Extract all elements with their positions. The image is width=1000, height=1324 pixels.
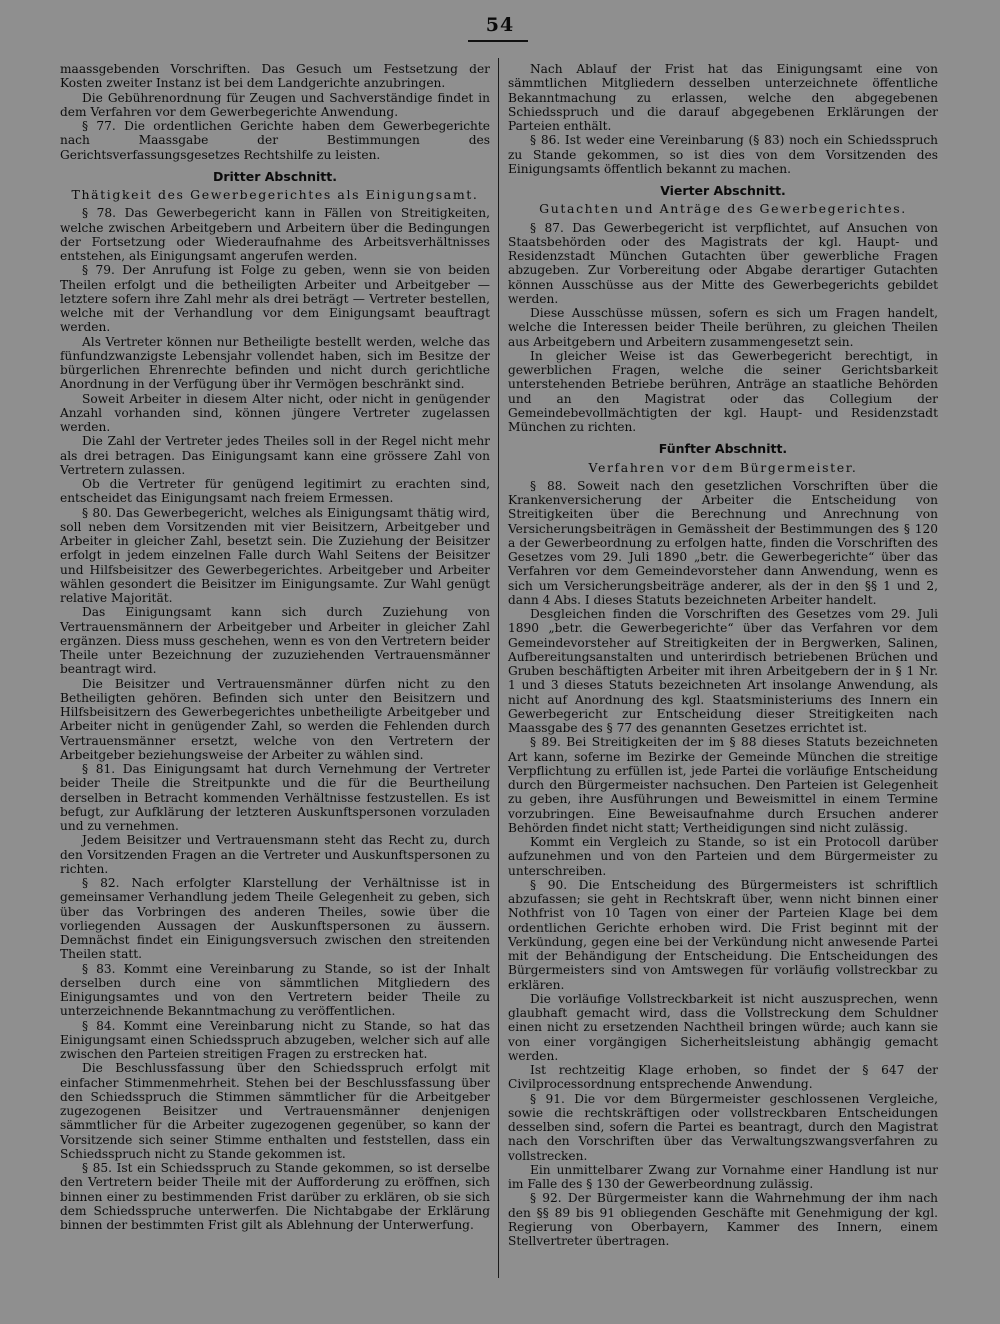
paragraph: Die Zahl der Vertreter jedes Theiles soll in der Regel nicht mehr als drei betragen. Das Einigungsamt kann eine grössere Zahl von Vertretern zulassen. <box>60 434 490 477</box>
page-number-underline <box>468 40 528 42</box>
section-subheading-4: Gutachten und Anträge des Gewerbegerichtes. <box>539 201 907 217</box>
paragraph: Nach Ablauf der Frist hat das Einigungsamt eine von sämmtlichen Mitgliedern desselben unterzeichnete öffentliche Bekanntmachung zu erlassen, welche den abgegebenen Schiedsspruch und die darauf abgegebenen Erklärungen der Parteien enthält. <box>508 62 938 133</box>
paragraph: § 87. Das Gewerbegericht ist verpflichtet, auf Ansuchen von Staatsbehörden oder des Magistrats der kgl. Haupt- und Residenzstadt München Gutachten über gewerbliche Fragen abzugeben. Zur Vorbereitung oder Abgabe derartiger Gutachten können Ausschüsse aus der Mitte des Gewerbegerichts gebildet werden. <box>508 220 938 306</box>
paragraph: Die Beisitzer und Vertrauensmänner dürfen nicht zu den Betheiligten gehören. Befinden sich unter den Beisitzern und Hilfsbeisitzern des Gewerbegerichtes unbetheiligte Arbeitgeber und Arbeiter nicht in genügender Zahl, so werden die Fehlenden durch Vertrauensmänner ersetzt, welche von den Vertretern der Arbeitgeber beziehungsweise der Arbeiter zu wählen sind. <box>60 676 490 762</box>
paragraph: § 77. Die ordentlichen Gerichte haben dem Gewerbegerichte nach Maassgabe der Bestimmungen des Gerichtsverfassungsgesetzes Rechtshilfe zu leisten. <box>60 119 490 162</box>
paragraph: § 80. Das Gewerbegericht, welches als Einigungsamt thätig wird, soll neben dem Vorsitzenden mit vier Beisitzern, Arbeitgeber und Arbeiter in gleicher Zahl, besetzt sein. Die Zuziehung der Beisitzer erfolgt in jedem einzelnen Falle durch Wahl Seitens der Beisitzer und Hilfsbeisitzer des Gewerbegerichtes. Arbeitgeber und Arbeiter wählen gesondert die Beisitzer im Einigungsamte. Zur Wahl genügt relative Majorität. <box>60 505 490 605</box>
paragraph: In gleicher Weise ist das Gewerbegericht berechtigt, in gewerblichen Fragen, welche die seiner Gerichtsbarkeit unterstehenden Betriebe berühren, Anträge an staatliche Behörden und an den Magistrat oder das Collegium der Gemeindebevollmächtigten der kgl. Haupt- und Residenzstadt München zu richten. <box>508 348 938 434</box>
paragraph: Soweit Arbeiter in diesem Alter nicht, oder nicht in genügender Anzahl vorhanden sind, können jüngere Vertreter zugelassen werden. <box>60 391 490 434</box>
paragraph: § 88. Soweit nach den gesetzlichen Vorschriften über die Krankenversicherung der Arbeiter die Entscheidung von Streitigkeiten über die Berechnung und Anrechnung von Versicherungsbeiträgen in Gemässheit der Bestimmungen des § 120 a der Gewerbeordnung zu erfolgen hatte, finden die Vorschriften des Gesetzes vom 29. Juli 1890 „betr. die Gewerbegerichte“ über das Verfahren vor dem Gemeindevorsteher dann Anwendung, wenn es sich um Versicherungsbeiträge anderer, als der in den §§ 1 und 2, dann 4 Abs. I dieses Statuts bezeichneten Arbeiter handelt. <box>508 478 938 607</box>
paragraph: § 91. Die vor dem Bürgermeister geschlossenen Vergleiche, sowie die rechtskräftigen oder vollstreckbaren Entscheidungen desselben sind, sofern die Partei es beantragt, durch den Magistrat nach den Vorschriften über das Verwaltungszwangsverfahren zu vollstrecken. <box>508 1091 938 1163</box>
paragraph: maassgebenden Vorschriften. Das Gesuch um Festsetzung der Kosten zweiter Instanz ist bei dem Landgerichte anzubringen. <box>60 62 490 91</box>
paragraph: § 90. Die Entscheidung des Bürgermeisters ist schriftlich abzufassen; sie geht in Rechtskraft über, wenn nicht binnen einer Nothfrist von 10 Tagen von einer der Parteien Klage bei dem ordentlichen Gerichte erhoben wird. Die Frist beginnt mit der Verkündung, gegen eine bei der Verkündung nicht anwesende Partei mit der Behändigung der Entscheidung. Die Entscheidungen des Bürgermeisters sind von Amtswegen für vorläufig vollstreckbar zu erklären. <box>508 877 938 992</box>
section-heading-4: Vierter Abschnitt. <box>660 183 786 198</box>
paragraph: Die Gebührenordnung für Zeugen und Sachverständige findet in dem Verfahren vor dem Gewerbegerichte Anwendung. <box>60 90 490 119</box>
paragraph: § 78. Das Gewerbegericht kann in Fällen von Streitigkeiten, welche zwischen Arbeitgebern und Arbeitern über die Bedingungen der Fortsetzung oder Wiederaufnahme des Arbeitsverhältnisses entstehen, als Einigungsamt angerufen werden. <box>60 206 490 263</box>
paragraph: Diese Ausschüsse müssen, sofern es sich um Fragen handelt, welche die Interessen beider Theile berühren, zu gleichen Theilen aus Arbeitgebern und Arbeitern zusammengesetzt sein. <box>508 306 938 349</box>
paragraph: Die vorläufige Vollstreckbarkeit ist nicht auszusprechen, wenn glaubhaft gemacht wird, dass die Vollstreckung dem Schuldner einen nicht zu ersetzenden Nachtheil bringen würde; auch kann sie von einer vorgängigen Sicherheitsleistung abhängig gemacht werden. <box>508 991 938 1063</box>
section-subheading-5: Verfahren vor dem Bürgermeister. <box>588 459 858 475</box>
paragraph: Jedem Beisitzer und Vertrauensmann steht das Recht zu, durch den Vorsitzenden Fragen an die Vertreter und Auskunftspersonen zu richten. <box>60 833 490 876</box>
paragraph: Desgleichen finden die Vorschriften des Gesetzes vom 29. Juli 1890 „betr. die Gewerbegerichte“ über das Verfahren vor dem Gemeindevorsteher auf Streitigkeiten der in Bergwerken, Salinen, Aufbereitungsanstalten und unterirdisch betriebenen Brüchen und Gruben beschäftigten Arbeiter mit ihren Arbeitgebern der in § 1 Nr. 1 und 3 dieses Statuts bezeichneten Art insolange Anwendung, als nicht auf Anordnung des kgl. Staatsministeriums des Innern ein Gewerbegericht zur Entscheidung dieser Streitigkeiten nach Maassgabe des § 77 des genannten Gesetzes errichtet ist. <box>508 607 938 735</box>
paragraph: § 82. Nach erfolgter Klarstellung der Verhältnisse ist in gemeinsamer Verhandlung jedem Theile Gelegenheit zu geben, sich über das Vorbringen des anderen Theiles, sowie über die vorliegenden Aussagen der Auskunftspersonen zu äussern. Demnächst findet ein Einigungsversuch zwischen den streitenden Theilen statt. <box>60 876 490 962</box>
right-column <box>508 62 938 1248</box>
paragraph: § 83. Kommt eine Vereinbarung zu Stande, so ist der Inhalt derselben durch eine von sämmtlichen Mitgliedern des Einigungsamtes und von den Vertretern beider Theile zu unterzeichnende Bekanntmachung zu veröffentlichen. <box>60 961 490 1019</box>
paragraph: Die Beschlussfassung über den Schiedsspruch erfolgt mit einfacher Stimmenmehrheit. Stehen bei der Beschlussfassung über den Schiedsspruch die Stimmen sämmtlicher für die Arbeitgeber zugezogenen Beisitzer und Vertrauensmänner denjenigen sämmtlicher für die Arbeiter zugezogenen gegenüber, so kann der Vorsitzende sich seiner Stimme enthalten und feststellen, dass ein Schiedsspruch nicht zu Stande gekommen ist. <box>60 1061 490 1161</box>
paragraph: § 84. Kommt eine Vereinbarung nicht zu Stande, so hat das Einigungsamt einen Schiedsspruch abzugeben, welcher sich auf alle zwischen den Parteien streitigen Fragen zu erstrecken hat. <box>60 1018 490 1061</box>
section-subheading-3: Thätigkeit des Gewerbegerichtes als Einigungsamt. <box>71 187 479 202</box>
paragraph: Ob die Vertreter für genügend legitimirt zu erachten sind, entscheidet das Einigungsamt nach freiem Ermessen. <box>60 477 490 506</box>
paragraph: Kommt ein Vergleich zu Stande, so ist ein Protocoll darüber aufzunehmen und von den Parteien und dem Bürgermeister zu unterschreiben. <box>508 835 938 878</box>
paragraph: § 89. Bei Streitigkeiten der im § 88 dieses Statuts bezeichneten Art kann, soferne im Bezirke der Gemeinde München die streitige Verpflichtung zu erfüllen ist, jede Partei die vorläufige Entscheidung durch den Bürgermeister nachsuchen. Den Parteien ist Gelegenheit zu geben, ihre Ausführungen und Beweismittel in einem Termine vorzubringen. Eine Beweisaufnahme durch Ersuchen anderer Behörden findet nicht statt; Vertheidigungen sind nicht zulässig. <box>508 735 938 835</box>
paragraph: § 79. Der Anrufung ist Folge zu geben, wenn sie von beiden Theilen erfolgt und die betheiligten Arbeiter und Arbeitgeber — letztere sofern ihre Zahl mehr als drei beträgt — Vertreter bestellen, welche mit der Verhandlung vor dem Einigungsamt beauftragt werden. <box>60 263 490 335</box>
section-heading-3: Dritter Abschnitt. <box>212 168 338 184</box>
paragraph: § 92. Der Bürgermeister kann die Wahrnehmung der ihm nach den §§ 89 bis 91 obliegenden Geschäfte mit Genehmigung der kgl. Regierung von Oberbayern, Kammer des Innern, einem Stellvertreter übertragen. <box>508 1191 938 1248</box>
paragraph: § 81. Das Einigungsamt hat durch Vernehmung der Vertreter beider Theile die Streitpunkte und die für die Beurtheilung derselben in Betracht kommenden Verhältnisse festzustellen. Es ist befugt, zur Aufklärung der letzteren Auskunftspersonen vorzuladen und zu vernehmen. <box>60 762 490 833</box>
paragraph: Ein unmittelbarer Zwang zur Vornahme einer Handlung ist nur im Falle des § 130 der Gewerbeordnung zulässig. <box>508 1162 938 1191</box>
paragraph: Ist rechtzeitig Klage erhoben, so findet der § 647 der Civilprocessordnung entsprechende Anwendung. <box>508 1063 938 1092</box>
paragraph: § 86. Ist weder eine Vereinbarung (§ 83) noch ein Schiedsspruch zu Stande gekommen, so ist dies von dem Vorsitzenden des Einigungsamts öffentlich bekannt zu machen. <box>508 133 938 176</box>
paragraph: § 85. Ist ein Schiedsspruch zu Stande gekommen, so ist derselbe den Vertretern beider Theile mit der Aufforderung zu eröffnen, sich binnen einer zu bestimmenden Frist darüber zu erklären, ob sie sich dem Schiedsspruche unterwerfen. Die Nichtabgabe der Erklärung binnen der bestimmten Frist gilt als Ablehnung der Unterwerfung. <box>60 1161 490 1232</box>
section-heading-5: Fünfter Abschnitt. <box>658 441 788 457</box>
left-column <box>60 62 490 1232</box>
paragraph: Als Vertreter können nur Betheiligte bestellt werden, welche das fünfundzwanzigste Lebensjahr vollendet haben, sich im Besitze der bürgerlichen Ehrenrechte befinden und nicht durch gerichtliche Anordnung in der Verfügung über ihr Vermögen beschränkt sind. <box>60 334 490 392</box>
page-number: 54 <box>485 14 515 36</box>
paragraph: Das Einigungsamt kann sich durch Zuziehung von Vertrauensmännern der Arbeitgeber und Arbeiter in gleicher Zahl ergänzen. Diess muss geschehen, wenn es von den Vertretern beider Theile unter Bezeichnung der zuzuziehenden Vertrauensmänner beantragt wird. <box>60 605 490 677</box>
column-divider <box>498 58 499 1278</box>
